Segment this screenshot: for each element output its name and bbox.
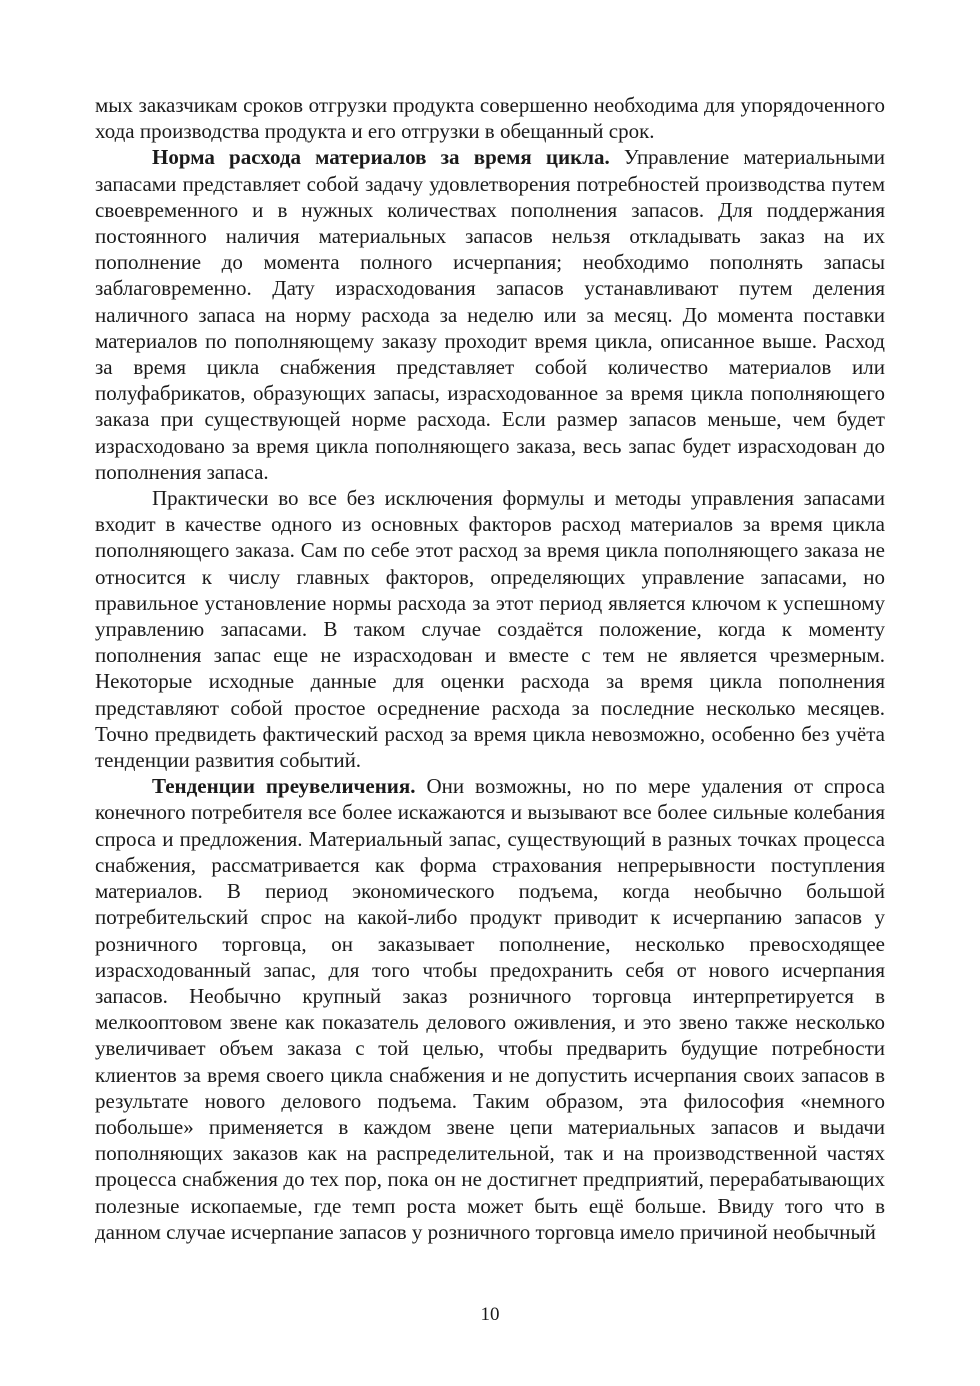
paragraph-continuation <box>95 92 885 144</box>
paragraph-heading: Норма расхода материалов за время цикла. <box>152 145 610 170</box>
paragraph-exaggeration-trends <box>95 773 885 1245</box>
paragraph-heading: Тенденции преувеличения. <box>152 774 416 799</box>
paragraph-formulas <box>95 485 885 773</box>
paragraph-text: Управление материальными запасами представляет собой задачу удовлетворения потребностей производства путем своевременного и в нужных количествах пополнения запасов. Для поддержания постоянного наличия материальных запасов нельзя откладывать заказ на их пополнение до момента полного исчерпания; необходимо пополнять запасы заблаговременно. Дату израсходования запасов устанавливают путем деления наличного запаса на норму расхода за неделю или за месяц. До момента поставки материалов по пополняющему заказу проходит время цикла, описанное выше. Расход за время цикла снабжения представляет собой количество материалов или полуфабрикатов, образующих запасы, израсходованное за время цикла пополняющего заказа при существующей норме расхода. Если размер запасов меньше, чем будет израсходовано за время цикла пополняющего заказа, весь запас будет израсходован до пополнения запаса. <box>95 145 886 484</box>
page-number: 10 <box>480 1304 500 1325</box>
paragraph-consumption-rate <box>95 144 885 485</box>
paragraph-text: Они возможны, но по мере удаления от спроса конечного потребителя все более искажаются и вызывают все более сильные колебания спроса и предложения. Материальный запас, существующий в разных точках процесса снабжения, рассматривается как форма страхования непрерывности поступления материалов. В период экономического подъема, когда необычно большой потребительский спрос на какой-либо продукт приводит к исчерпанию запасов у розничного торговца, он заказывает пополнение, несколько превосходящее израсходованный запас, для того чтобы предохранить себя от нового исчерпания запасов. Необычно крупный заказ розничного торговца интерпретируется в мелкооптовом звене как показатель делового оживления, и это звено также несколько увеличивает объем заказа с той целью, чтобы предварить будущие потребности клиентов за время своего цикла снабжения и не допустить исчерпания своих запасов в результате нового делового подъема. Таким образом, эта философия «немного побольше» применяется в каждом звене цепи материальных запасов и выдачи пополняющих заказов как на распределительной, так и на производственной частях процесса снабжения до тех пор, пока он не достигнет предприятий, перерабатывающих полезные ископаемые, где темп роста может быть ещё больше. Ввиду того что в данном случае исчерпание запасов у розничного торговца имело причиной необычный <box>95 774 885 1244</box>
paragraph-text: мых заказчикам сроков отгрузки продукта совершенно необходима для упорядоченного хода производства продукта и его отгрузки в обещанный срок. <box>95 93 885 144</box>
paragraph-text: Практически во все без исключения формулы и методы управления запасами входит в качестве одного из основных факторов расход материалов за время цикла пополняющего заказа. Сам по себе этот расход за время цикла пополняющего заказа не относится к числу главных факторов, определяющих управление запасами, но правильное установление нормы расхода за этот период является ключом к успешному управлению запасами. В таком случае создаётся положение, когда к моменту пополнения запас еще не израсходован и вместе с тем не является чрезмерным. Некоторые исходные данные для оценки расхода за время цикла пополнения представляют собой простое осреднение расхода за последние несколько месяцев. Точно предвидеть фактический расход за время цикла невозможно, особенно без учёта тенденции развития событий. <box>95 486 885 773</box>
page-body <box>95 92 885 1245</box>
